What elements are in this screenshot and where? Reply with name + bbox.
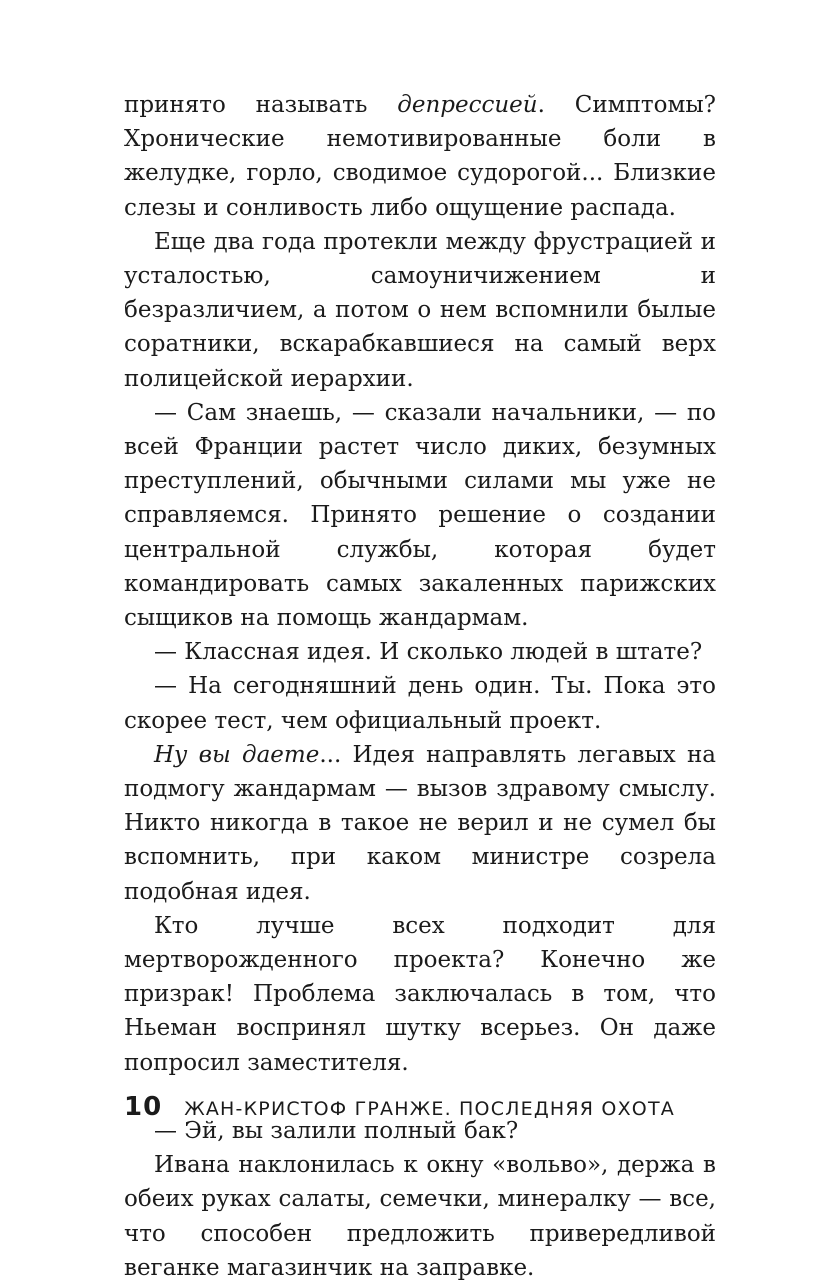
paragraph-3: — Сам знаешь, — сказали начальники, — по всей Франции растет число диких, безумных преступлений, обычными силами мы уже не справляемся. Принято решение о создании центральной службы, которая будет командировать самых закаленных парижских сыщиков на помощь жандармам. xyxy=(124,399,716,632)
paragraph-1-italic: депрессией xyxy=(397,92,538,118)
paragraph-6 xyxy=(124,738,716,909)
paragraph-6-end: ... Идея направлять легавых на подмогу жандармам — вызов здравому смыслу. Никто никогда в такое не верил и не сумел бы вспомнить, при каком министре созрела подобная идея. xyxy=(124,741,716,905)
paragraph-2: Еще два года протекли между фрустрацией и усталостью, самоуничижением и безразличием, а потом о нем вспомнили былые соратники, вскарабкавшиеся на самый верх полицейской иерархии. xyxy=(124,228,716,392)
paragraph-4: — Классная идея. И сколько людей в штате? xyxy=(154,639,703,666)
paragraph-1 xyxy=(124,88,716,225)
paragraph-7: Кто лучше всех подходит для мертворожденного проекта? Конечно же призрак! Проблема заключалась в том, что Ньеман воспринял шутку всерьез. Он даже попросил заместителя. xyxy=(124,912,716,1076)
paragraph-8: — Эй, вы залили полный бак? xyxy=(154,1117,519,1144)
paragraph-5: — На сегодняшний день один. Ты. Пока это скорее тест, чем официальный проект. xyxy=(124,673,716,734)
paragraph-1-end: . Симптомы? Хронические немотивированные боли в желудке, горло, сводимое судорогой... Близкие слезы и сонливость либо ощущение распада. xyxy=(124,92,716,221)
paragraph-1-start: принято называть xyxy=(124,92,398,118)
running-title: ЖАН-КРИСТОФ ГРАНЖЕ. ПОСЛЕДНЯЯ ОХОТА xyxy=(184,1098,675,1120)
paragraph-6-italic: Ну вы даете xyxy=(154,741,320,768)
page-number: 10 xyxy=(124,1092,163,1122)
paragraph-9: Ивана наклонилась к окну «вольво», держа в обеих руках салаты, семечки, минералку — все, что способен предложить привередливой веганке магазинчик на заправке. xyxy=(124,1152,716,1281)
page-footer xyxy=(124,1092,716,1122)
